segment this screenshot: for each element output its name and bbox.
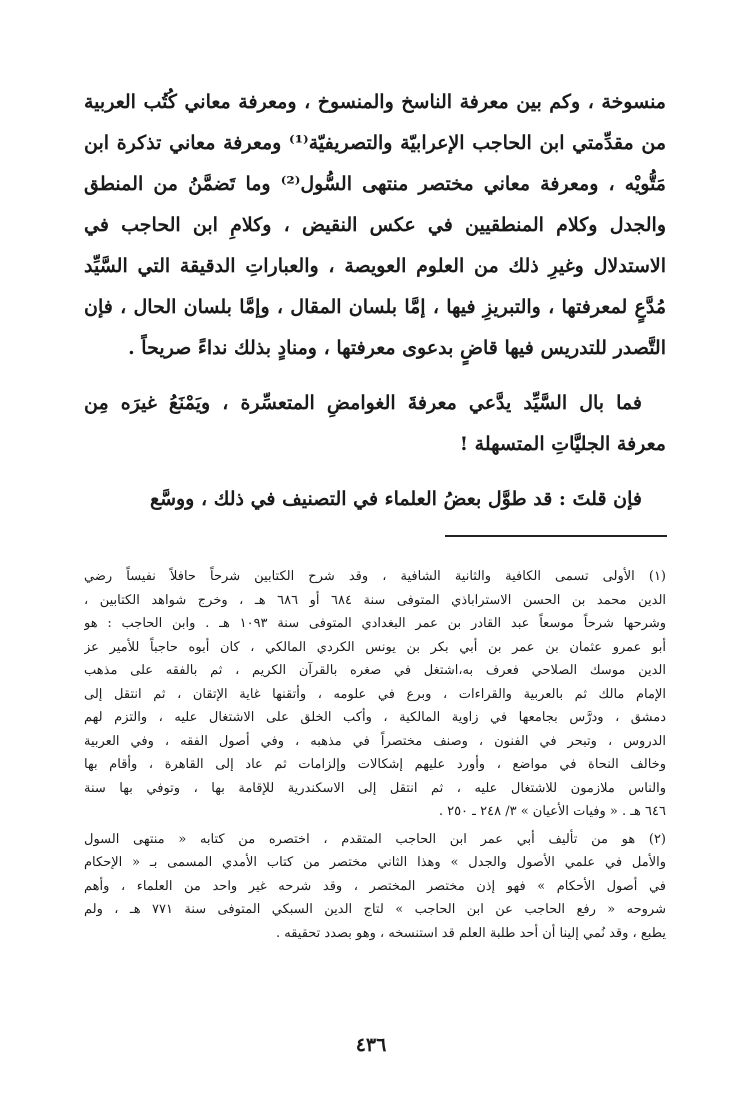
footnote-line: وشرحها شرحاً موسعاً عبد القادر بن عمر البغدادي المتوفى سنة ١٠٩٣ هـ . وابن الحاجب : هو [84,616,666,631]
footnote-line: شروحه « رفع الحاجب عن ابن الحاجب » لتاج الدين السبكي المتوفى سنة ٧٧١ هـ ، ولم [84,902,666,917]
footnote-line: في أصول الأحكام » فهو إذن مختصر المختصر ، وقد شرحه غير واحد من العلماء ، وأهم [84,878,666,894]
text-line: فما بال السَّيِّد يدَّعي معرفةَ الغوامضِ المتعسِّرة ، ويَمْنَعُ غيرَه مِن [84,392,642,414]
footnote-line: ٦٤٦ هـ . « وفيات الأعيان » ٣/ ٢٤٨ ـ ٢٥٠ . [438,804,666,819]
text-line: معرفة الجليَّاتِ المتسهلة ! [459,433,666,455]
footnote-line: والناس ملازمون للاشتغال عليه ، ثم انتقل إلى الاسكندرية للإقامة بها ، وتوفي بها سنة [84,780,666,796]
footnote-1 [84,565,666,824]
text-line: من مقدِّمتي ابن الحاجب الإعرابيّة والتصريفيّة⁽¹⁾ ومعرفة معاني تذكرة ابن [84,132,666,154]
footnote-line: الإمام مالك ثم بالعربية والقراءات ، وبرع في علومه ، وأتقنها غاية الإتقان ، ثم انتقل إلى [84,686,666,702]
footnote-line: دمشق ، ودرَّس بجامعها في زاوية المالكية ، وأكب الخلق على الاشتغال عليه ، والتزم لهم [84,710,666,725]
text-line: فإن قلتَ : قد طوَّل بعضُ العلماء في التصنيف في ذلك ، ووسَّع [149,488,642,510]
footnote-line: وخالف النحاة في مواضع ، وأورد عليهم إشكالات وإلزامات ثم عاد إلى القاهرة ، وأقام بها [84,757,666,772]
footnote-line: أبو عمرو عثمان بن عمر بن أبي بكر بن يونس الكردي المالكي ، كان أبوه حاجباً للأمير عز [84,639,666,655]
text-line: مَتُّويْه ، ومعرفة معاني مختصر منتهى السُّول⁽²⁾ وما تَضمَّنُ من المنطق [84,173,666,195]
text-line: منسوخة ، وكم بين معرفة الناسخ والمنسوخ ، ومعرفة معاني كُتُب العربية [84,91,666,113]
footnote-line: الدين محمد بن الحسن الاستراباذي المتوفى سنة ٦٨٤ أو ٦٨٦ هـ ، وخرج شواهد الكتابين ، [84,592,666,608]
footnote-line: (٢) هو من تأليف أبي عمر ابن الحاجب المتقدم ، اختصره من كتابه « منتهى السول [84,831,666,847]
footnotes [84,565,666,945]
paragraph-2 [84,383,666,465]
text-line: التَّصدر للتدريس فيها قاضٍ بدعوى معرفتها ، ومنادٍ بذلك نداءً صريحاً . [128,337,666,359]
footnote-line: الدروس ، وتبحر في الفنون ، وصنف مختصراً في مذهبه ، وفي أصول الفقه ، وفي العربية [84,733,666,749]
paragraph-1 [84,82,666,369]
paragraph-3 [84,479,666,520]
text-line: والجدل وكلام المنطقيين في عكس النقيض ، وكلامِ ابن الحاجب في [84,214,666,236]
footnote-2 [84,828,666,946]
page-number: ٤٣٦ [355,1034,387,1056]
footnote-line: (١) الأولى تسمى الكافية والثانية الشافية ، وقد شرح الكتابين شرحاً حافلاً نفيساً رضي [84,569,666,584]
footnote-separator [445,535,667,537]
footnote-line: يطبع ، وقد نُمي إلينا أن أحد طلبة العلم قد استنسخه ، وهو بصدد تحقيقه . [275,925,666,941]
footnote-line: والأمل في علمي الأصول والجدل » وهذا الثاني مختصر من كتاب الأمدي المسمى بـ « الإحكام [84,855,666,870]
main-text [84,82,666,520]
footnote-line: الدين موسك الصلاحي فعرف به،اشتغل في صغره بالقرآن الكريم ، ثم بالفقه على مذهب [84,663,666,678]
text-line: مُدَّعٍ لمعرفتها ، والتبريزِ فيها ، إمَّا بلسان المقال ، وإمَّا بلسان الحال ، فإن [84,296,666,318]
text-line: الاستدلال وغيرِ ذلك من العلوم العويصة ، والعباراتِ الدقيقة التي السَّيِّد [84,255,666,277]
